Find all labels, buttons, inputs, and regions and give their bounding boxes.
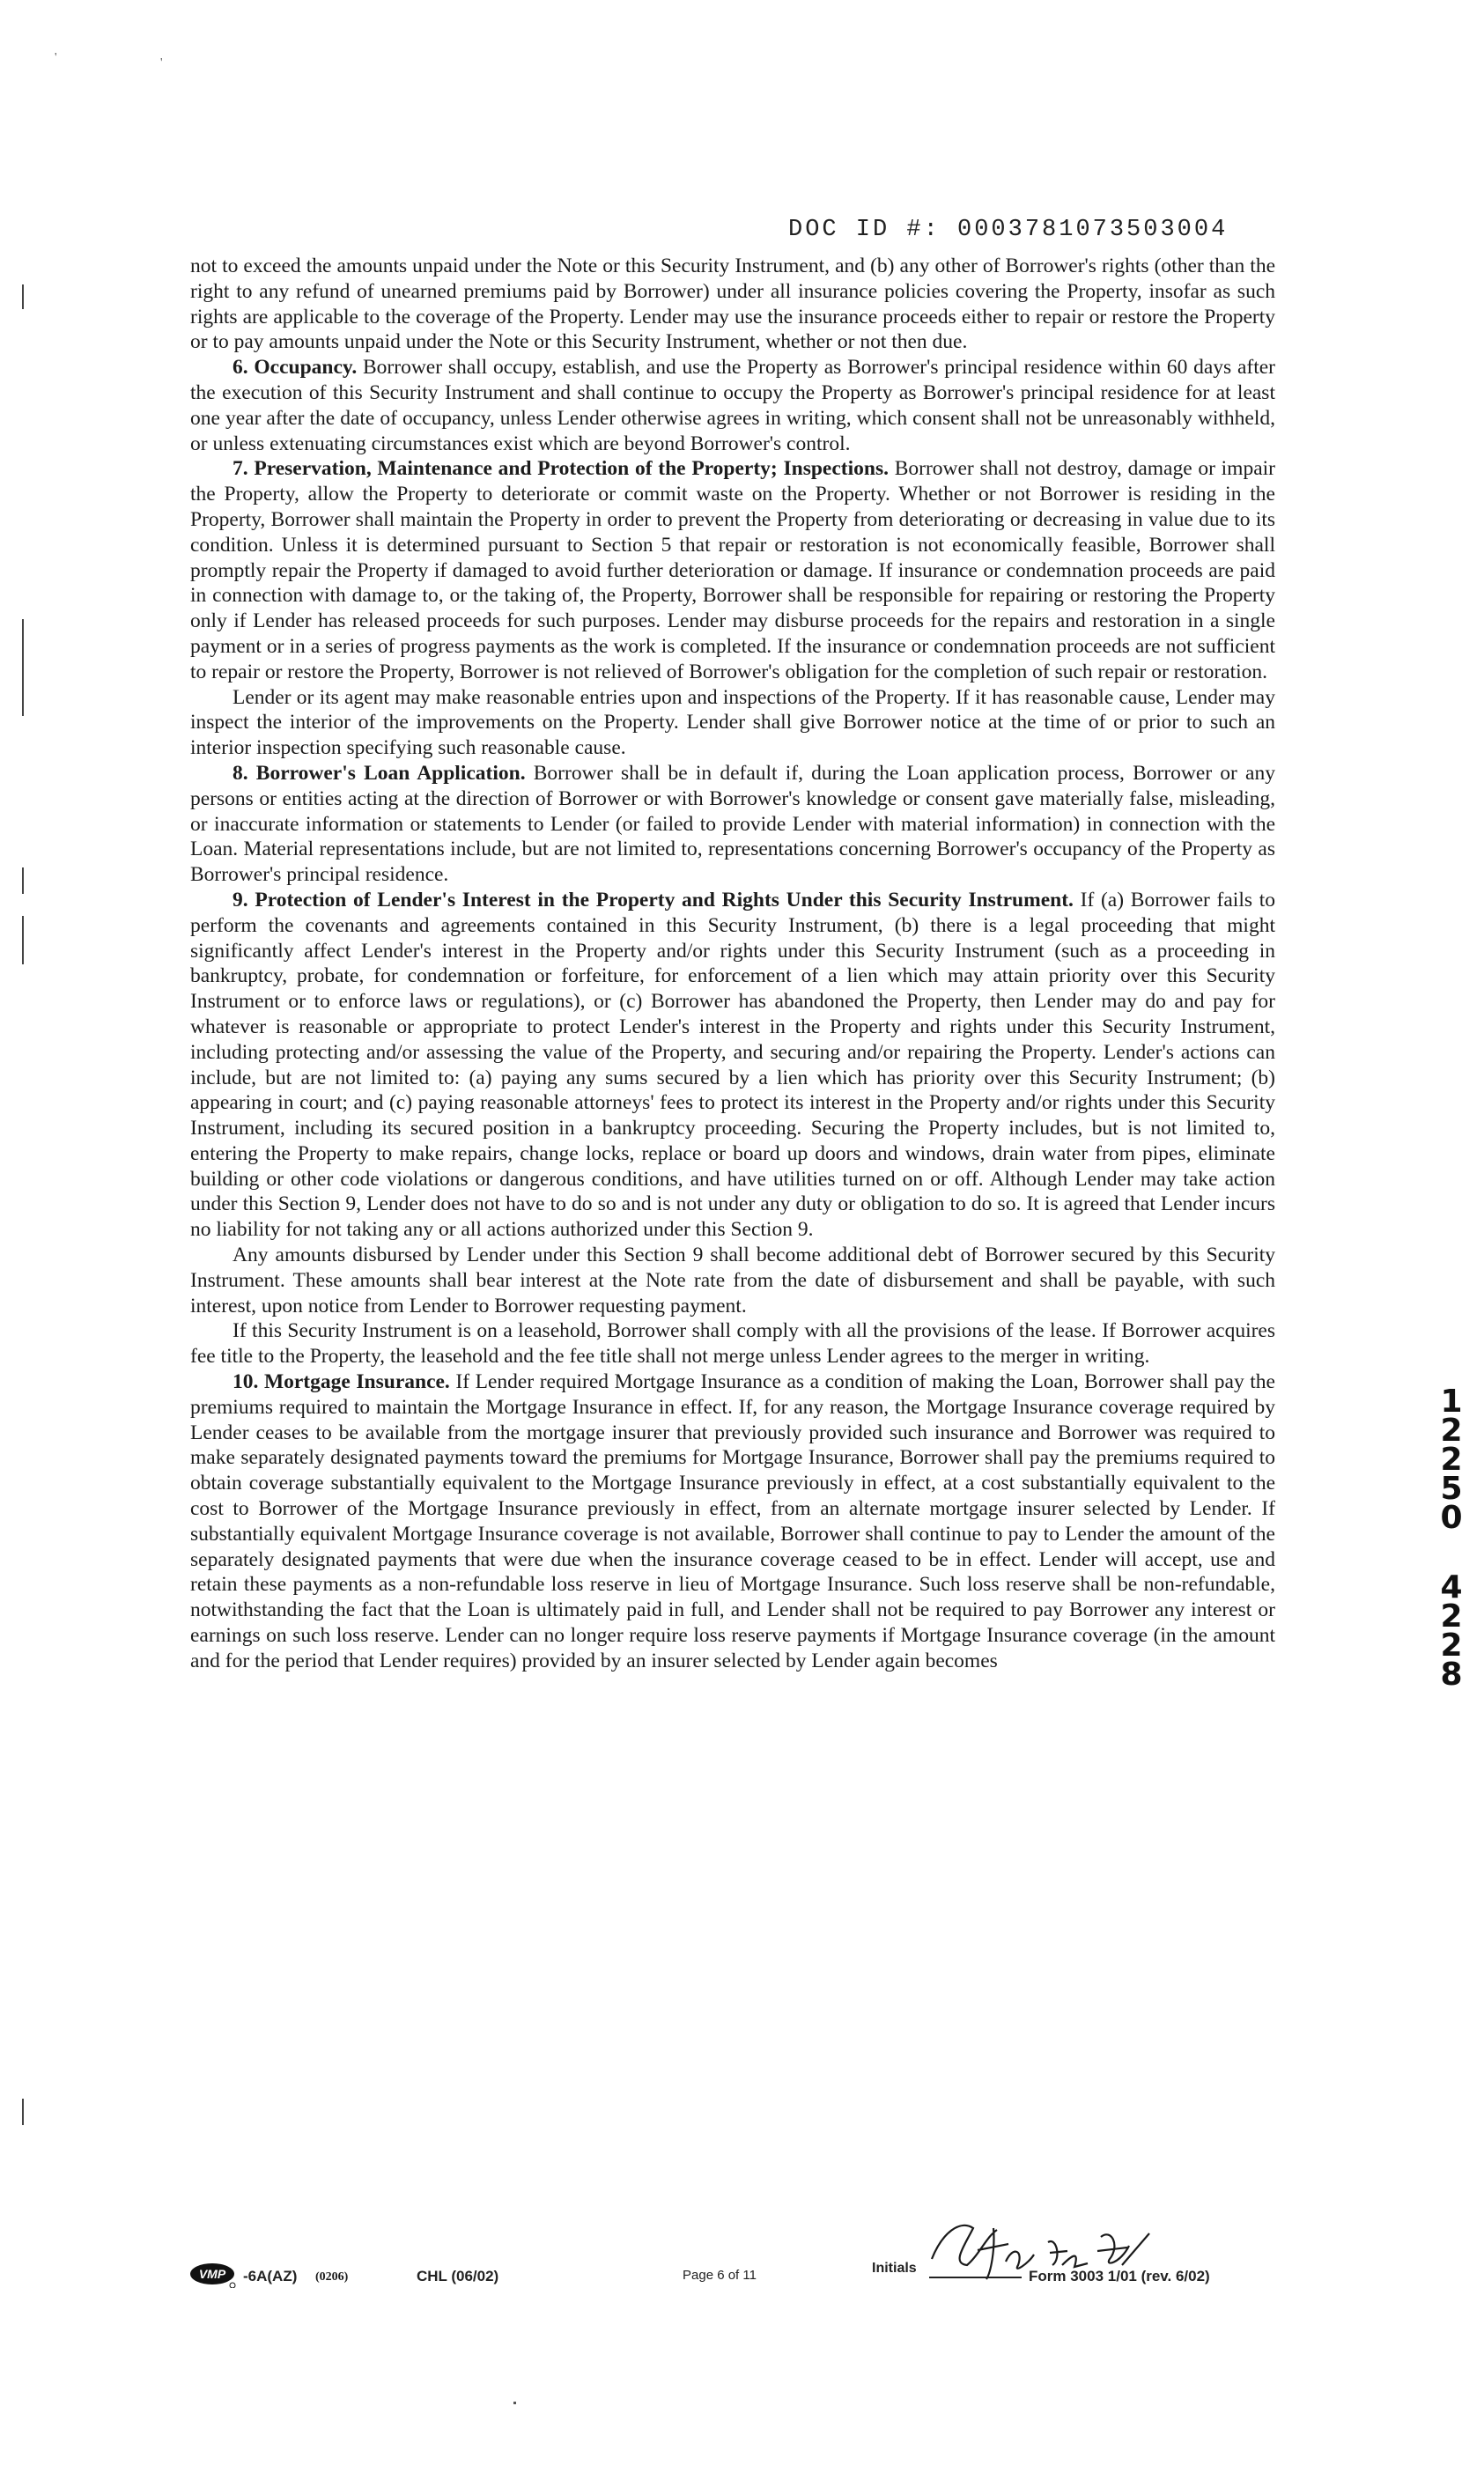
section-9-leasehold: If this Security Instrument is on a leasehold, Borrower shall comply with all the provisions of the lease. If Borrower acquires fee title to the Property, the leasehold and the fee title shall not merge unless Lender agrees to the merger in writing.: [190, 1319, 1275, 1369]
margin-tick: [22, 916, 24, 964]
section-9-text: If (a) Borrower fails to perform the covenants and agreements contained in this Security Instrument, (b) there is a legal proceeding that might significantly affect Lender's interest in the Property and/or rights under this Security Instrument (such as a proceeding in bankruptcy, probate, for condemnation or forfeiture, for enforcement of a lien which may attain priority over this Security Instrument or to enforce laws or regulations), or (c) Borrower has abandoned the Property, then Lender may do and pay for whatever is reasonable or appropriate to protect Lender's interest in the Property and rights under this Security Instrument, including protecting and/or assessing the value of the Property, and securing and/or repairing the Property. Lender's actions can include, but are not limited to: (a) paying any sums secured by a lien which has priority over this Security Instrument; (b) appearing in court; and (c) paying reasonable attorneys' fees to protect its interest in the Property and/or rights under this Security Instrument, including its secured position in a bankruptcy proceeding. Securing the Property includes, but is not limited to, entering the Property to make repairs, change locks, replace or board up doors and windows, drain water from pipes, eliminate building or other code violations or dangerous conditions, and have utilities turned on or off. Although Lender may take action under this Section 9, Lender does not have to do so and is not under any duty or obligation to do so. It is agreed that Lender incurs no liability for not taking any or all actions authorized under this Section 9.: [190, 888, 1275, 1242]
section-9-title: 9. Protection of Lender's Interest in the Property and Rights Under this Security Instrument.: [233, 888, 1074, 912]
recording-number-stamp: [1436, 1384, 1467, 1693]
doc-id-value: 0003781073503004: [957, 217, 1229, 243]
stamp-digit: 4: [1440, 1569, 1463, 1605]
section-9-protection: [190, 888, 1275, 1243]
section-10-title: 10. Mortgage Insurance.: [233, 1370, 450, 1394]
margin-tick: [22, 619, 24, 716]
page-number: Page 6 of 11: [683, 2268, 757, 2283]
scan-mark: ': [55, 51, 57, 64]
section-6-title: 6. Occupancy.: [233, 356, 358, 380]
stamp-digit: 2: [1440, 1413, 1463, 1449]
scan-mark: ': [160, 56, 163, 70]
section-7-text: Borrower shall not destroy, damage or impair the Property, allow the Property to deteriorate or commit waste on the Property. Whether or not Borrower is residing in the Property, Borrower shall maintain the Property in order to prevent the Property from deteriorating or decreasing in value due to its condition. Unless it is determined pursuant to Section 5 that repair or restoration is not economically feasible, Borrower shall promptly repair the Property if damaged to avoid further deterioration or damage. If insurance or condemnation proceeds are paid in connection with damage to, or the taking of, the Property, Borrower shall be responsible for repairing or restoring the Property only if Lender has released proceeds for such purposes. Lender may disburse proceeds for the repairs and restoration in a single payment or in a series of progress payments as the work is completed. If the insurance or condemnation proceeds are not sufficient to repair or restore the Property, Borrower is not relieved of Borrower's obligation for the completion of such repair or restoration.: [190, 457, 1275, 683]
stamp-digit: 2: [1440, 1598, 1463, 1635]
section-7-title: 7. Preservation, Maintenance and Protection of the Property; Inspections.: [233, 457, 889, 481]
initials-label: Initials: [872, 2261, 917, 2276]
section-10-text: If Lender required Mortgage Insurance as a condition of making the Loan, Borrower shall pay the premiums required to maintain the Mortgage Insurance in effect. If, for any reason, the Mortgage Insurance coverage required by Lender ceases to be available from the mortgage insurer that previously provided such insurance and Borrower was required to make separately designated payments toward the premiums for Mortgage Insurance, Borrower shall pay the premiums required to obtain coverage substantially equivalent to the Mortgage Insurance previously in effect, at a cost substantially equivalent to the cost to Borrower of the Mortgage Insurance previously in effect, from an alternate mortgage insurer selected by Lender. If substantially equivalent Mortgage Insurance coverage is not available, Borrower shall continue to pay to Lender the amount of the separately designated payments that were due when the insurance coverage ceased to be in effect. Lender will accept, use and retain these payments as a non-refundable loss reserve in lieu of Mortgage Insurance. Such loss reserve shall be non-refundable, notwithstanding the fact that the Loan is ultimately paid in full, and Lender shall not be required to pay Borrower any interest or earnings on such loss reserve. Lender can no longer require loss reserve payments if Mortgage Insurance coverage (in the amount and for the period that Lender requires) provided by an insurer selected by Lender again becomes: [190, 1370, 1275, 1672]
stamp-digit: 2: [1440, 1628, 1463, 1664]
form-code: (0206): [315, 2270, 349, 2284]
doc-id-label: DOC ID #:: [788, 217, 941, 243]
stamp-digit: 0: [1440, 1500, 1463, 1536]
stamp-digit: 5: [1440, 1471, 1463, 1507]
scan-mark: [513, 2402, 516, 2404]
paragraph-continuation: not to exceed the amounts unpaid under the Note or this Security Instrument, and (b) any other of Borrower's rights (other than the right to any refund of unearned premiums paid by Borrower) under all insurance policies covering the Property, insofar as such rights are applicable to the coverage of the Property. Lender may use the insurance proceeds either to repair or restore the Property or to pay amounts unpaid under the Note or this Security Instrument, whether or not then due.: [190, 255, 1275, 354]
svg-text:VMP: VMP: [198, 2267, 226, 2281]
section-7-preservation: [190, 456, 1275, 684]
form-number: Form 3003 1/01 (rev. 6/02): [1029, 2268, 1210, 2284]
stamp-digit: 2: [1440, 1442, 1463, 1478]
form-id: -6A(AZ): [243, 2268, 298, 2284]
section-8-title: 8. Borrower's Loan Application.: [233, 761, 526, 785]
initials-line: [929, 2277, 1022, 2278]
stamp-digit: 8: [1440, 1657, 1463, 1693]
margin-tick: [22, 284, 24, 309]
section-7-inspections: Lender or its agent may make reasonable entries upon and inspections of the Property. If it has reasonable cause, Lender may inspect the interior of the improvements on the Property. Lender shall give Borrower notice at the time of or prior to such an interior inspection specifying such reasonable cause.: [190, 685, 1275, 760]
section-8-loan-application: [190, 761, 1275, 888]
section-9-disbursed-amounts: Any amounts disbursed by Lender under this Section 9 shall become additional debt of Borrower secured by this Security Instrument. These amounts shall bear interest at the Note rate from the date of disbursement and shall be payable, with such interest, upon notice from Lender to Borrower requesting payment.: [190, 1244, 1275, 1318]
section-8-text: Borrower shall be in default if, during the Loan application process, Borrower or any persons or entities acting at the direction of Borrower or with Borrower's knowledge or consent gave materially false, misleading, or inaccurate information or statements to Lender (or failed to provide Lender with material information) in connection with the Loan. Material representations include, but are not limited to, representations concerning Borrower's occupancy of the Property as Borrower's principal residence.: [190, 761, 1275, 887]
margin-tick: [22, 2099, 24, 2125]
margin-tick: [22, 867, 24, 894]
section-10-mortgage-insurance: [190, 1369, 1275, 1674]
document-body: [190, 254, 1275, 1674]
section-6-text: Borrower shall occupy, establish, and use the Property as Borrower's principal residence within 60 days after the execution of this Security Instrument and shall continue to occupy the Property as Borrower's principal residence for at least one year after the date of occupancy, unless Lender otherwise agrees in writing, which consent shall not be unreasonably withheld, or unless extenuating circumstances exist which are beyond Borrower's control.: [190, 356, 1275, 455]
stamp-gap: [1436, 1532, 1467, 1573]
stamp-digit: 1: [1440, 1384, 1463, 1420]
section-6-occupancy: [190, 355, 1275, 456]
chl-code: CHL (06/02): [417, 2268, 499, 2284]
vmp-logo-icon: [188, 2262, 240, 2288]
doc-id: [788, 217, 1228, 243]
